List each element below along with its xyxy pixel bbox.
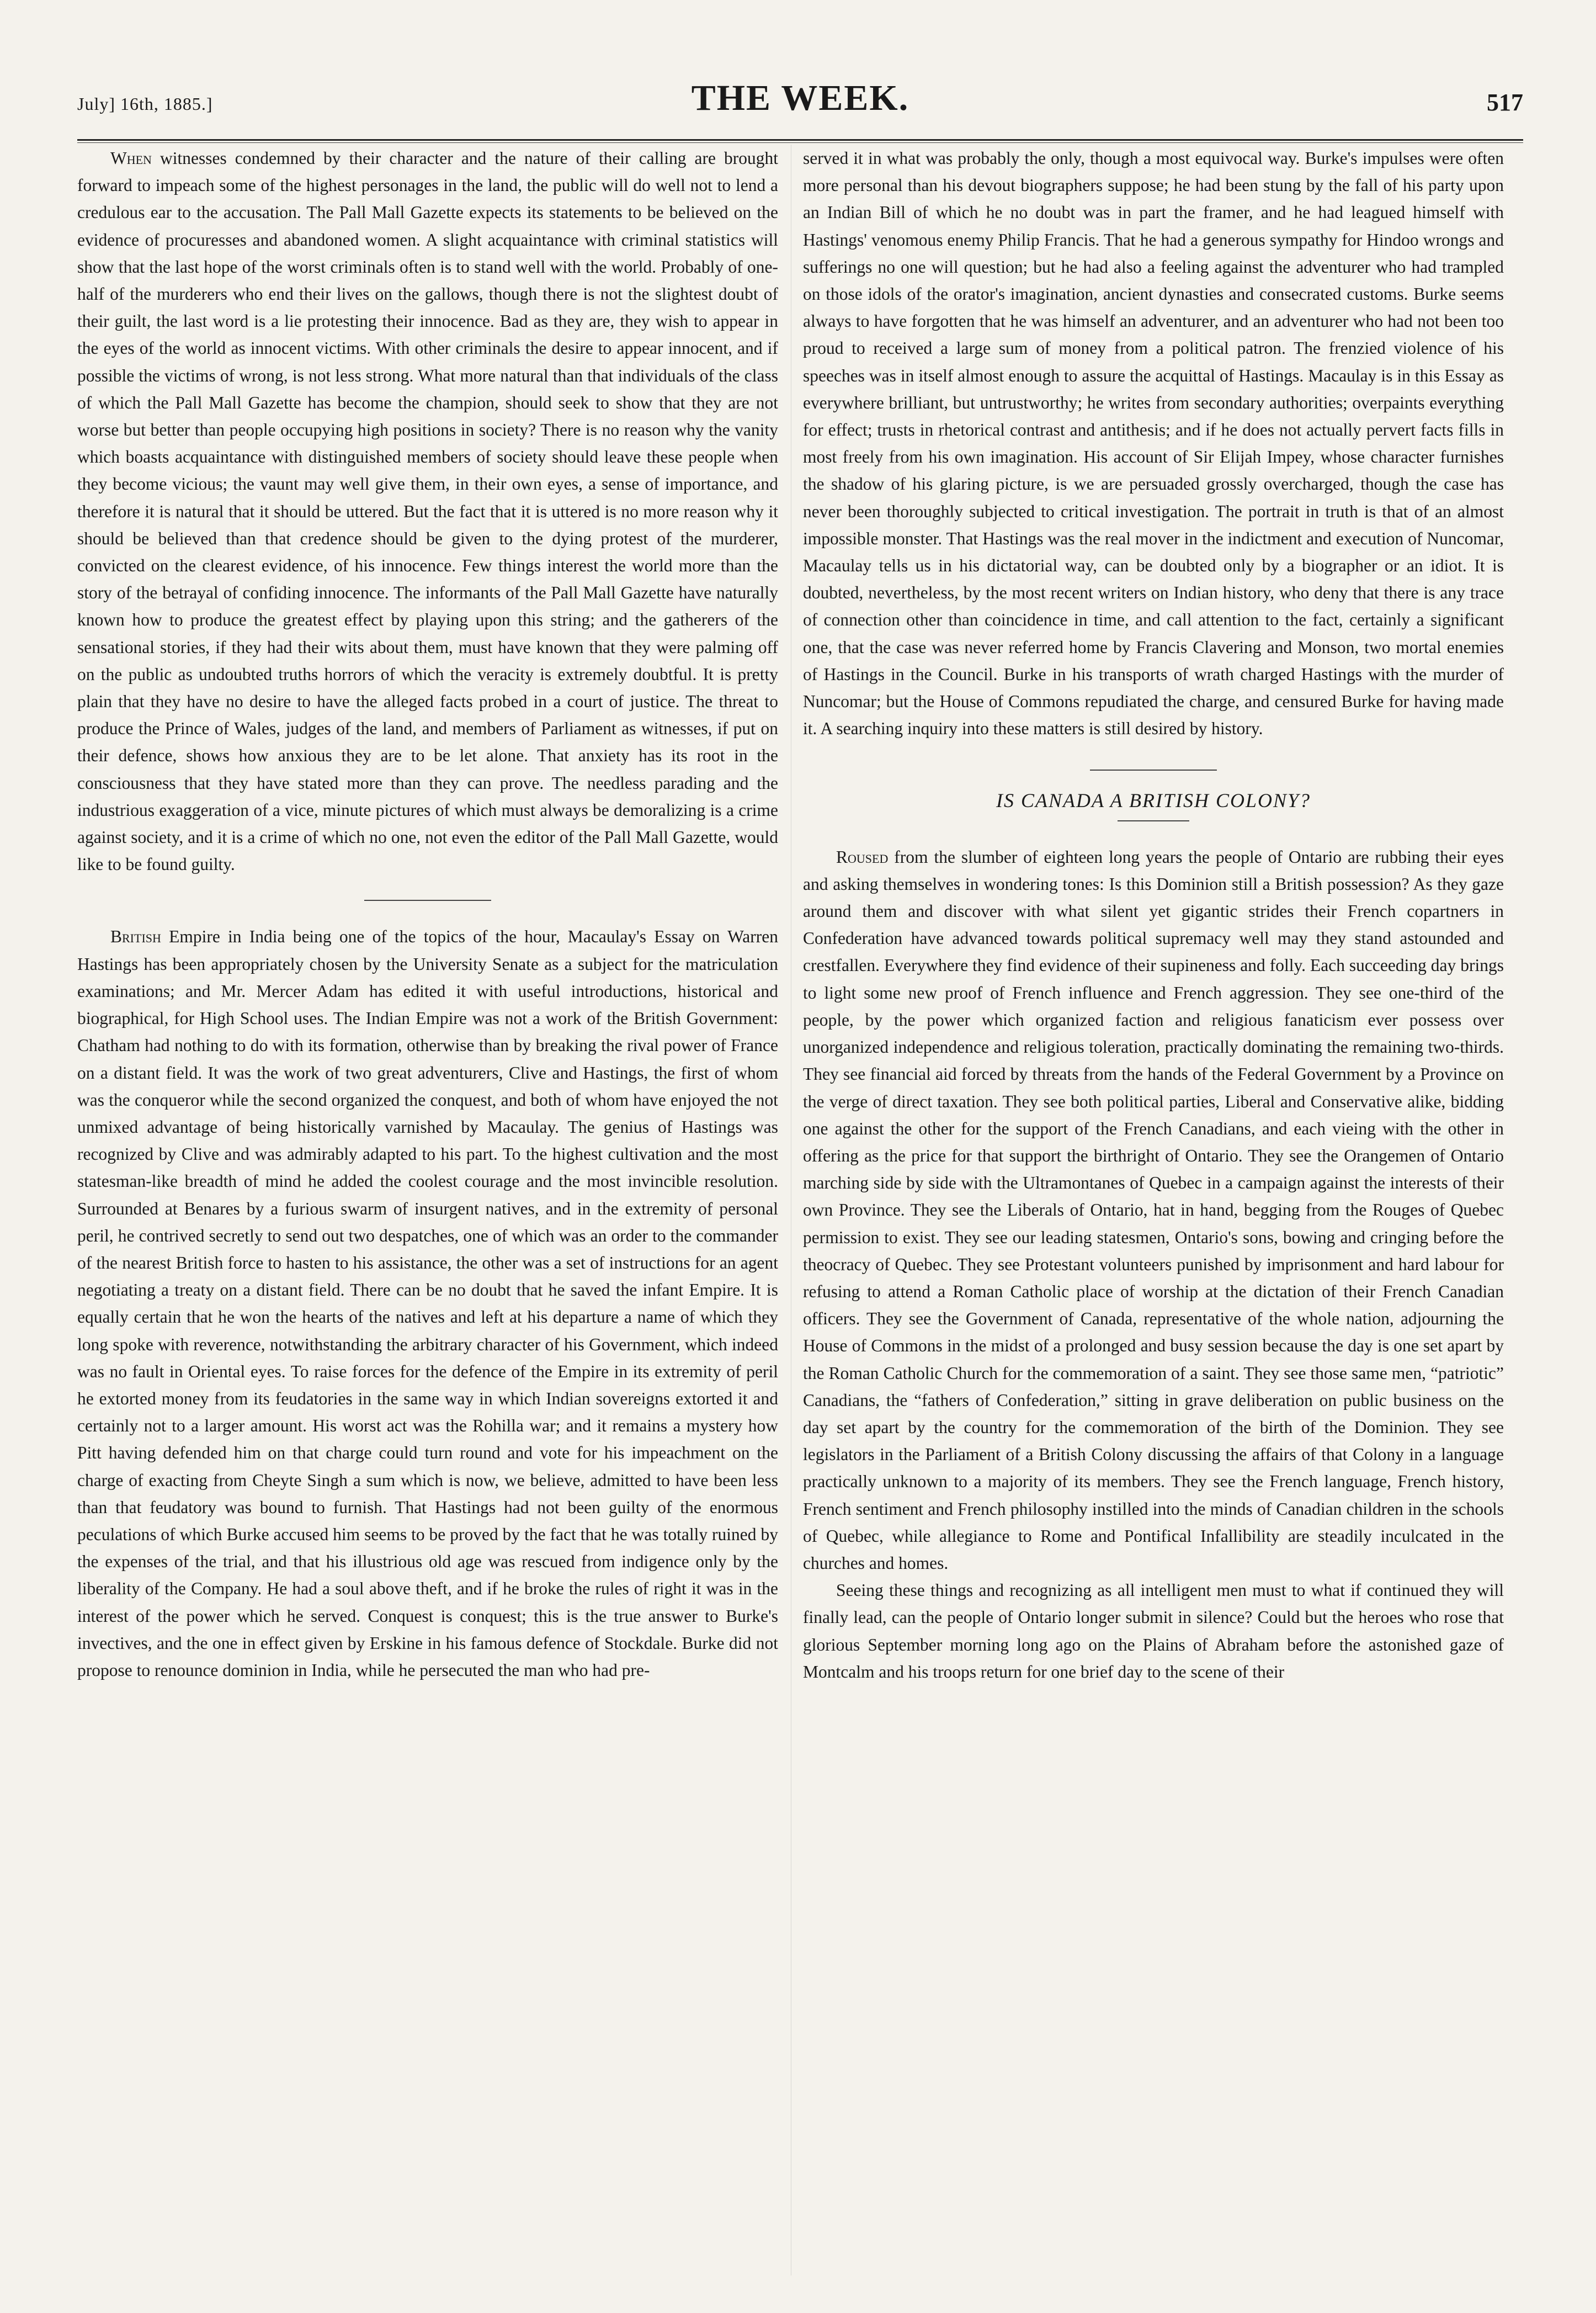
drop-word: Roused [836,847,889,867]
right-column [803,145,1504,2275]
left-column [77,145,778,2275]
article-text: Empire in India being one of the topics of the hour, Macaulay's Essay on Warren Hastings has been appropriately chosen by the University Senate as a subject for the matriculation examinations; and Mr. Mercer Adam has edited it with useful introductions, historical and biographical, for High School uses. The Indian Empire was not a work of the British Government: Chatham had nothing to do with its formation, otherwise than by breaking the rival power of France on a distant field. It was the work of two great adventurers, Clive and Hastings, the first of whom was the conqueror while the second organized the conquest, and both of whom have enjoyed the not unmixed advantage of being historically varnished by Macaulay. The genius of Hastings was recognized by Clive and was admirably adapted to his part. To the highest cultivation and the most statesman-like breadth of mind he added the coolest courage and the most invincible resolution. Surrounded at Benares by a furious swarm of insurgent natives, and in the extremity of personal peril, he contrived secretly to send out two despatches, one of which was an order to the commander of the nearest British force to hasten to his assistance, the other was a set of instructions for an agent negotiating a treaty on a distant field. There can be no doubt that he saved the infant Empire. It is equally certain that he won the hearts of the natives and left at his departure a name of which they long spoke with reverence, notwithstanding the arbitrary character of his Government, which indeed was no fault in Oriental eyes. To raise forces for the defence of the Empire in its extremity of peril he extorted money from its feudatories in the same way in which Indian sovereigns extorted it and certainly not to a larger amount. His worst act was the Rohilla war; and it remains a mystery how Pitt having defended him on that charge could turn round and vote for his impeachment on the charge of exacting from Cheyte Singh a sum which is now, we believe, admitted to have been less than that feudatory was bound to furnish. That Hastings had not been guilty of the enormous peculations of which Burke accused him seems to be proved by the fact that he was totally ruined by the expenses of the trial, and that his illustrious old age was rescued from indigence only by the liberality of the Company. He had a soul above theft, and if he broke the rules of right it was in the interest of the power which he served. Conquest is conquest; this is the true answer to Burke's invectives, and the one in effect given by Erskine in his famous defence of Stockdale. Burke did not propose to renounce dominion in India, while he persecuted the man who had pre- [77,927,778,1680]
article-pall-mall-gazette [77,145,778,878]
article-canada-colony [803,843,1504,1577]
heading-rule [1118,820,1189,821]
header-rule-thin [77,142,1523,143]
section-separator [364,900,491,901]
section-separator [1090,770,1217,771]
masthead-title: THE WEEK. [691,78,909,118]
drop-word: British [110,927,161,947]
header-rule [77,139,1523,141]
article-text: witnesses condemned by their character and the nature of their calling are brought forward to impeach some of the highest personages in the land, the public will do well not to lend a credulous ear to the accusation. The Pall Mall Gazette expects its statements to be believed on the evidence of procuresses and abandoned women. A slight acquaintance with criminal statistics will show that the last hope of the worst criminals often is to stand well with the world. Probably of one-half of the murderers who end their lives on the gallows, though there is not the slightest doubt of their guilt, the last word is a lie protesting their innocence. Bad as they are, they wish to appear in the eyes of the world as innocent victims. With other criminals the desire to appear innocent, and if possible the victims of wrong, is not less strong. What more natural than that individuals of the class of which the Pall Mall Gazette has become the champion, should seek to show that they are not worse but better than people occupying high positions in society? There is no reason why the vanity which boasts acquaintance with distinguished members of society should leave these people when they become vicious; the vaunt may well give them, in their own eyes, a sense of importance, and therefore it is natural that it should be uttered. But the fact that it is uttered is no more reason why it should be believed than that credence should be given to the dying protest of the murderer, convicted on the clearest evidence, of his innocence. Few things interest the world more than the story of the betrayal of confiding innocence. The informants of the Pall Mall Gazette have naturally known how to produce the greatest effect by playing upon this string; and the gatherers of the sensational stories, if they had their wits about them, must have known that they were palming off on the public as undoubted truths horrors of which the veracity is extremely doubtful. It is pretty plain that they have no desire to have the alleged facts probed in a court of justice. The threat to produce the Prince of Wales, judges of the land, and members of Parliament as witnesses, if put on their defence, shows how anxious they are to be let alone. That anxiety has its root in the consciousness that they have stated more than they can prove. The needless parading and the industrious exaggeration of a vice, minute pictures of which must always be demoralizing is a crime against society, and it is a crime of which no one, not even the editor of the Pall Mall Gazette, would like to be found guilty. [77,148,778,874]
article-text: from the slumber of eighteen long years the people of Ontario are rubbing their eyes and asking themselves in wondering tones: Is this Dominion still a British possession? As they gaze around them and discover with what silent yet gigantic strides their French copartners in Confederation have advanced towards political supremacy well may they stand astounded and crestfallen. Everywhere they find evidence of their supineness and folly. Each succeeding day brings to light some new proof of French influence and French aggression. They see one-third of the people, by the power which organized faction and religious fanaticism ever possess over unorganized independence and religious toleration, practically dominating the remaining two-thirds. They see financial aid forced by threats from the hands of the Federal Government by a Province on the verge of direct taxation. They see both political parties, Liberal and Conservative alike, bidding one against the other for the support of the French Canadians, and each vieing with the other in offering as the price for that support the birthright of Ontario. They see the Orangemen of Ontario marching side by side with the Ultramontanes of Quebec in a campaign against the interests of their own Province. They see the Liberals of Ontario, hat in hand, begging from the Rouges of Quebec permission to exist. They see our leading statesmen, Ontario's sons, bowing and cringing before the theocracy of Quebec. They see Protestant volunteers punished by imprisonment and hard labour for refusing to attend a Roman Catholic place of worship at the dictation of their French Canadian officers. They see the Government of Canada, representative of the whole nation, adjourning the House of Commons in the midst of a prolonged and busy session because the day is one set apart by the Roman Catholic Church for the commemoration of a saint. They see those same men, “patriotic” Canadians, the “fathers of Confederation,” sitting in grave deliberation on public business on the day set apart by the country for the commemoration of the birth of the Dominion. They see legislators in the Parliament of a British Colony discussing the affairs of that Colony in a language practically unknown to a majority of its members. They see the French language, French history, French sentiment and French philosophy instilled into the minds of Canadian children in the schools of Quebec, while allegiance to Rome and Pontifical Infallibility are steadily inculcated in the churches and homes. [803,847,1504,1573]
article-heading: IS CANADA A BRITISH COLONY? [996,789,1311,812]
article-continuation: served it in what was probably the only, though a most equivocal way. Burke's impulses were often more personal than his devout biographers suppose; he had been stung by the fall of his party upon an Indian Bill of which he no doubt was in part the framer, and he had leagued himself with Hastings' venomous enemy Philip Francis. That he had a generous sympathy for Hindoo wrongs and sufferings no one will question; but he had also a feeling against the adventurer who had trampled on those idols of the orator's imagination, ancient dynasties and consecrated customs. Burke seems always to have forgotten that he was himself an adventurer, and an adventurer who had not been too proud to received a large sum of money from a political patron. The frenzied violence of his speeches was in itself almost enough to assure the acquittal of Hastings. Macaulay is in this Essay as everywhere brilliant, but untrustworthy; he writes from secondary authorities; overpaints everything for effect; trusts in rhetorical contrast and antithesis; and if he does not actually pervert facts fills in most freely from his own imagination. His account of Sir Elijah Impey, whose character furnishes the shadow of his glaring picture, is we are persuaded grossly overcharged, though the case has never been thoroughly subjected to critical investigation. The portrait in truth is that of an almost impossible monster. That Hastings was the real mover in the indictment and execution of Nuncomar, Macaulay tells us in his dictatorial way, can be doubted only by a biographer or an idiot. It is doubted, nevertheless, by the most recent writers on Indian history, who deny that there is any trace of connection other than coincidence in time, and call attention to the fact, certainly a significant one, that the case was never referred home by Francis Clavering and Monson, two mortal enemies of Hastings in the Council. Burke in his transports of wrath charged Hastings with the murder of Nuncomar; but the House of Commons repudiated the charge, and censured Burke for having made it. A searching inquiry into these matters is still desired by history. [803,148,1504,739]
article-warren-hastings [77,923,778,1684]
drop-word: When [110,148,152,168]
article-canada-colony-cont: Seeing these things and recognizing as all intelligent men must to what if continued they will finally lead, can the people of Ontario longer submit in silence? Could but the heroes who rose that glorious September morning long ago on the Plains of Abraham before the astonished gaze of Montcalm and his troops return for one brief day to the scene of their [803,1580,1504,1681]
issue-date: July] 16th, 1885.] [77,94,213,114]
page-number: 517 [1487,89,1523,116]
page-header [77,77,1523,138]
